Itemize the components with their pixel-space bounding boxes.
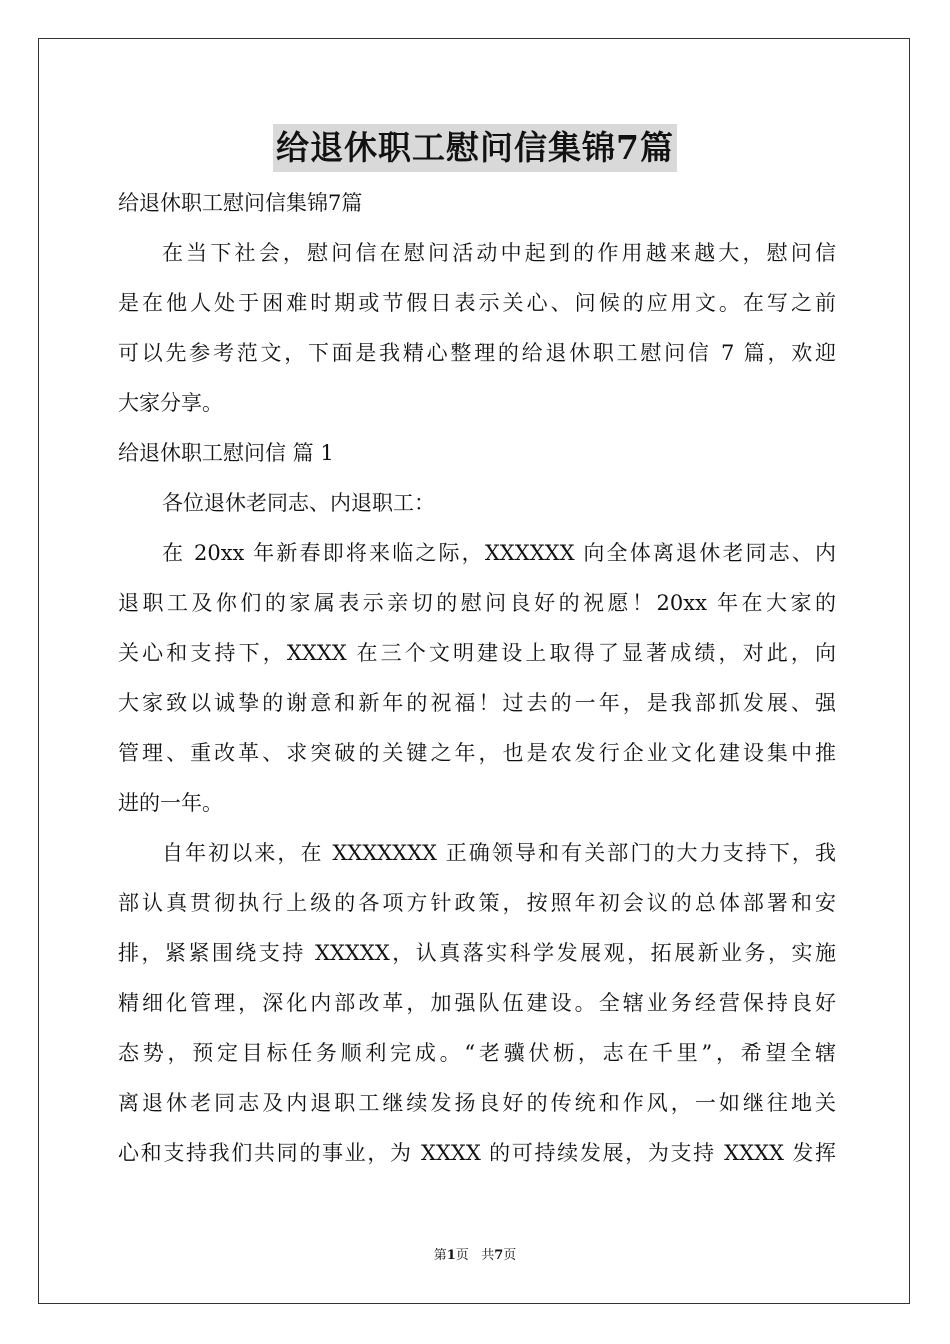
title-container: [0, 124, 950, 172]
paragraph-line: 退职工及你们的家属表示亲切的慰问良好的祝愿！20xx 年在大家的: [118, 591, 836, 615]
page-footer: [0, 1247, 950, 1265]
total-label-prefix: 共: [481, 1248, 495, 1263]
paragraph-line: 大家致以诚挚的谢意和新年的祝福！过去的一年，是我部抓发展、强: [118, 691, 836, 715]
paragraph-line: 进的一年。: [118, 791, 223, 815]
paragraph-line: 在 20xx 年新春即将来临之际，XXXXXX 向全体离退休老同志、内: [162, 541, 836, 565]
paragraph-line: 心和支持我们共同的事业，为 XXXX 的可持续发展，为支持 XXXX 发挥: [118, 1141, 836, 1165]
total-pages: 7: [494, 1248, 504, 1263]
page-label-prefix: 第: [433, 1248, 447, 1263]
intro-line: 大家分享。: [118, 391, 223, 415]
paragraph-line: 管理、重改革、求突破的关键之年，也是农发行企业文化建设集中推: [118, 741, 836, 765]
page-label-suffix: 页: [455, 1248, 469, 1263]
paragraph-line: 自年初以来，在 XXXXXXX 正确领导和有关部门的大力支持下，我: [162, 841, 836, 865]
section-heading: 给退休职工慰问信 篇 1: [118, 441, 334, 465]
document-title: 给退休职工慰问信集锦7篇: [273, 124, 677, 172]
paragraph-line: 部认真贯彻执行上级的各项方针政策，按照年初会议的总体部署和安: [118, 891, 836, 915]
intro-line: 可以先参考范文，下面是我精心整理的给退休职工慰问信 7 篇，欢迎: [118, 341, 836, 365]
document-body: [118, 178, 836, 1178]
paragraph-line: 态势，预定目标任务顺利完成。“老骥伏枥，志在千里”，希望全辖: [118, 1041, 836, 1065]
salutation: 各位退休老同志、内退职工：: [162, 491, 435, 515]
total-label-suffix: 页: [503, 1248, 517, 1263]
intro-line: 是在他人处于困难时期或节假日表示关心、问候的应用文。在写之前: [118, 291, 836, 315]
page-number: 1: [446, 1248, 456, 1263]
paragraph-line: 离退休老同志及内退职工继续发扬良好的传统和作风，一如继往地关: [118, 1091, 836, 1115]
intro-line: 在当下社会，慰问信在慰问活动中起到的作用越来越大，慰问信: [162, 241, 836, 265]
paragraph-line: 排，紧紧围绕支持 XXXXX，认真落实科学发展观，拓展新业务，实施: [118, 941, 836, 965]
paragraph-line: 精细化管理，深化内部改革，加强队伍建设。全辖业务经营保持良好: [118, 991, 836, 1015]
paragraph-line: 关心和支持下，XXXX 在三个文明建设上取得了显著成绩，对此，向: [118, 641, 836, 665]
document-subtitle: 给退休职工慰问信集锦7篇: [118, 191, 363, 215]
